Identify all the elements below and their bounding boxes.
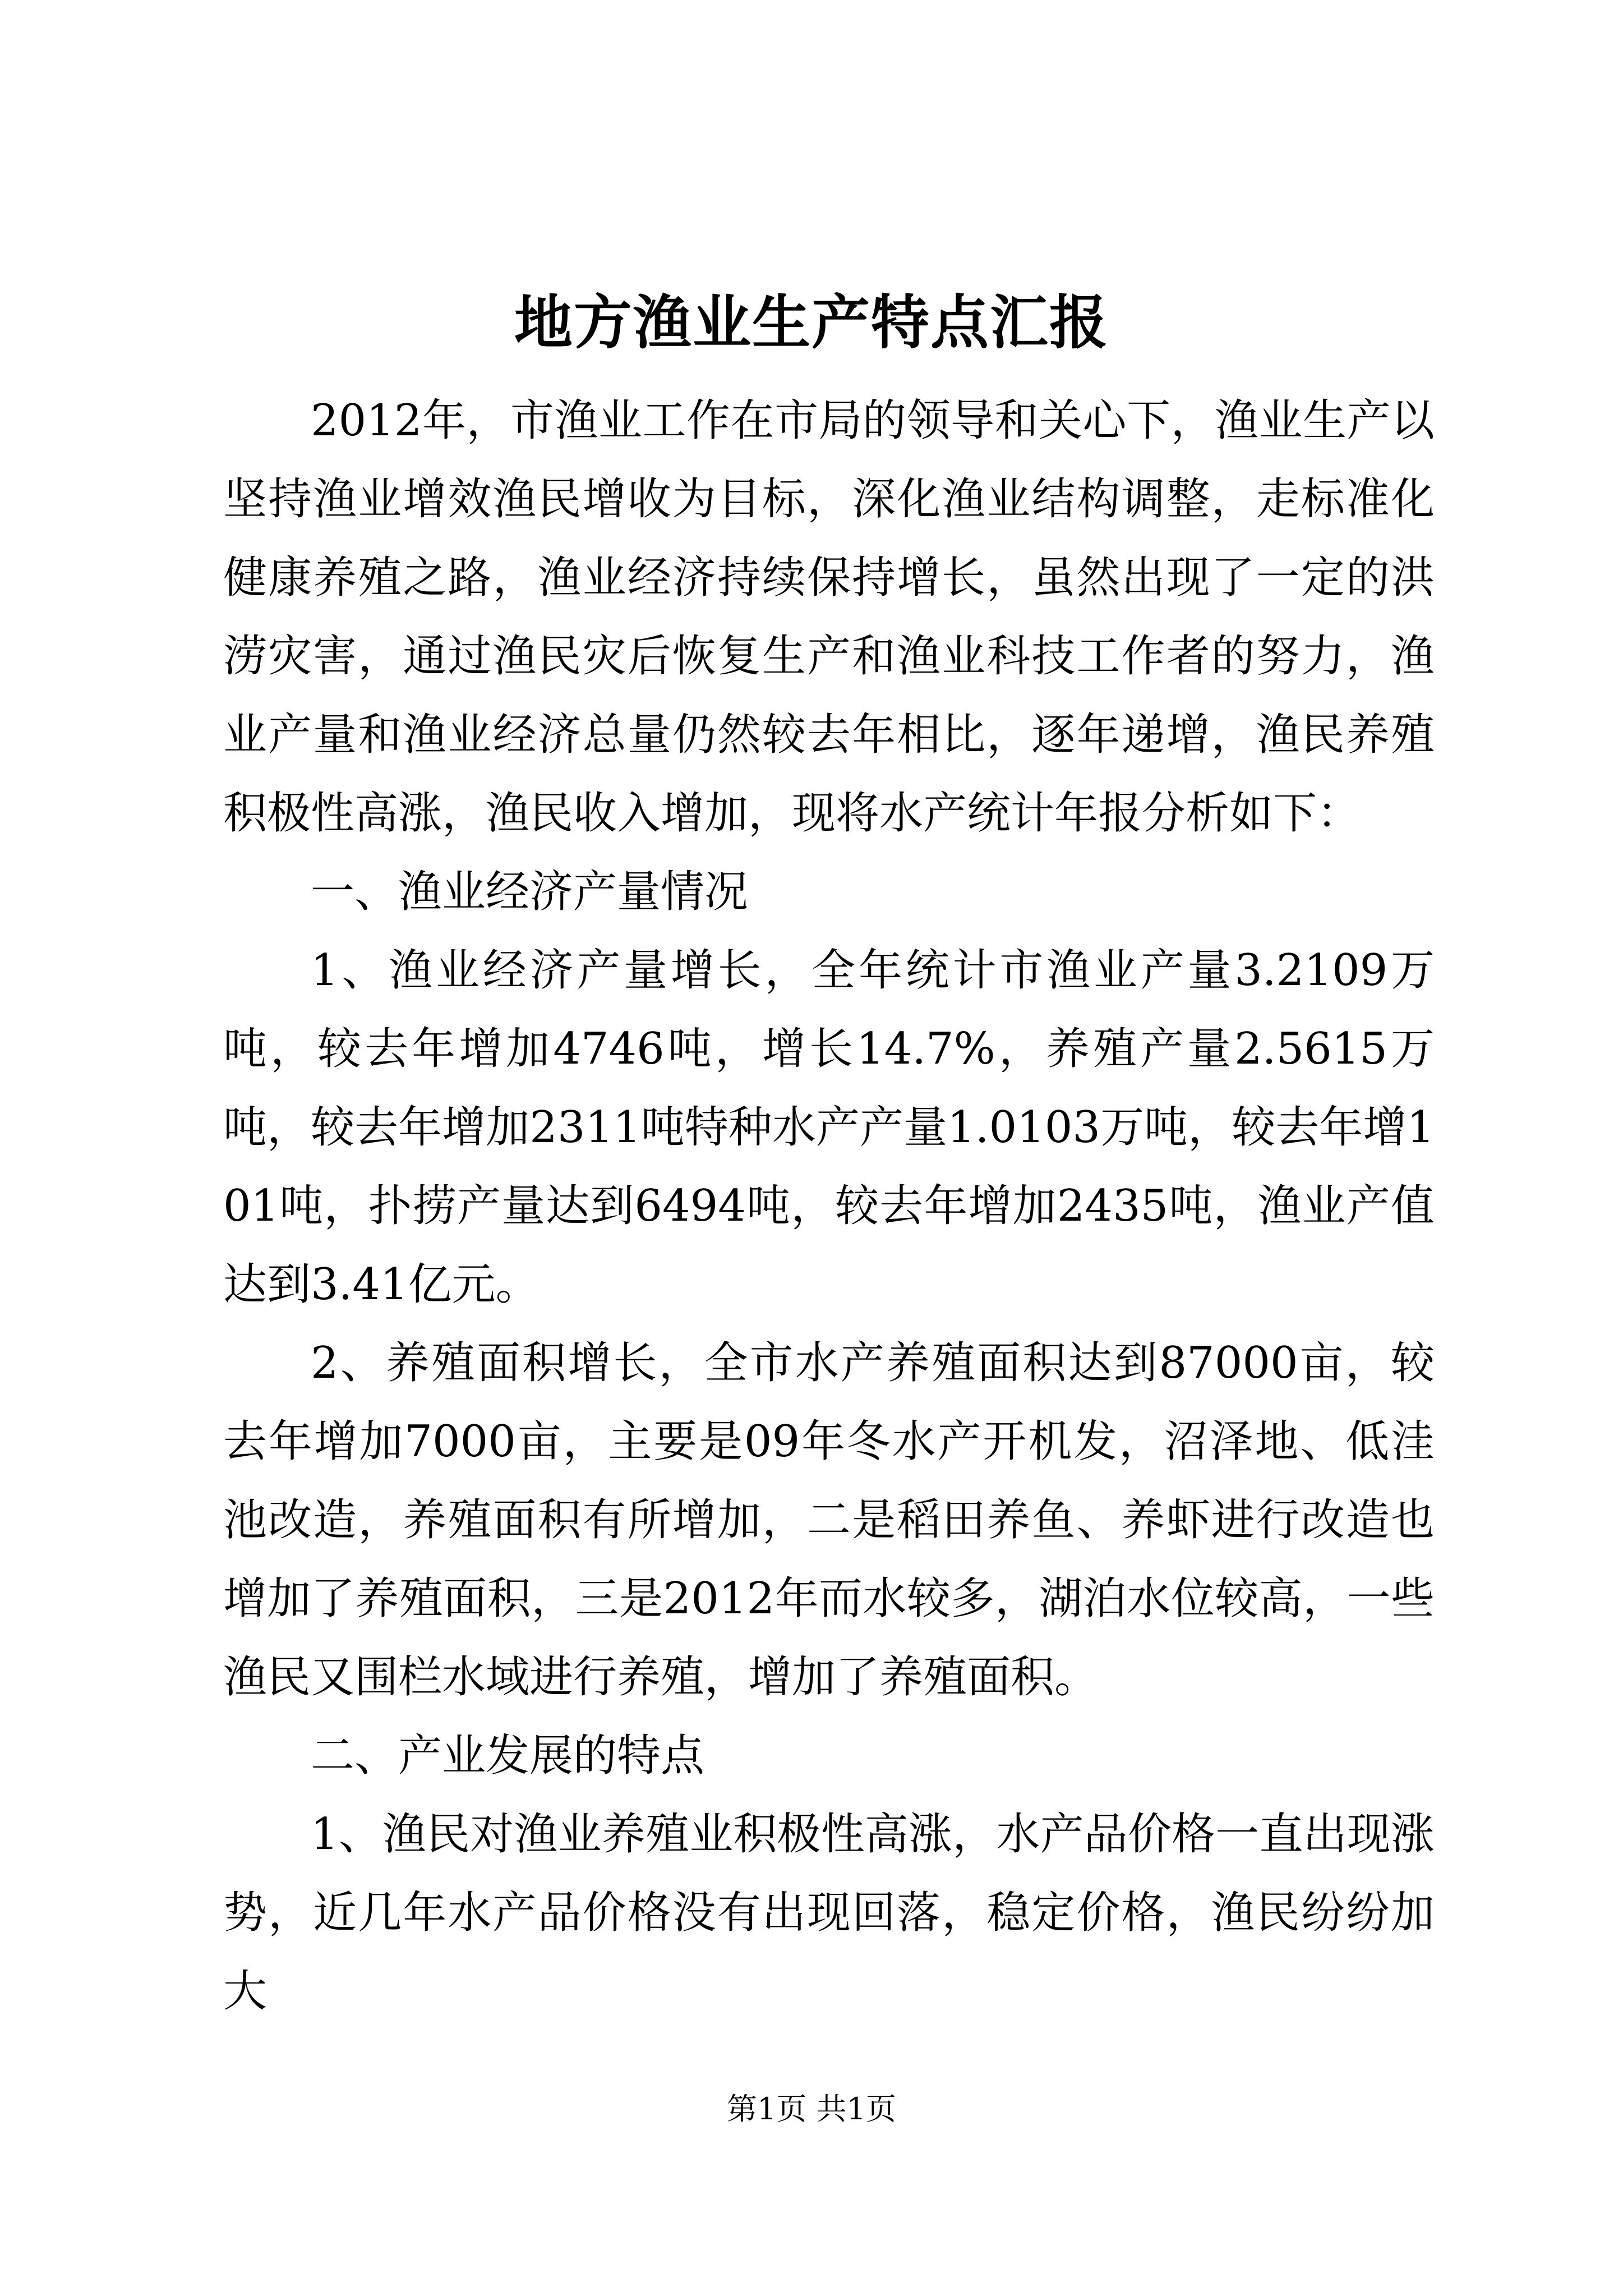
paragraph-area: 2、养殖面积增长，全市水产养殖面积达到87000亩，较去年增加7000亩，主要是09年冬水产开机发，沼泽地、低洼池改造，养殖面积有所增加，二是稻田养鱼、养虾进行改造也增加了养殖面积，三是2012年而水较多，湖泊水位较高，一些渔民又围栏水域进行养殖，增加了养殖面积。 <box>223 1338 1435 1703</box>
paragraph-features: 1、渔民对渔业养殖业积极性高涨，水产品价格一直出现涨势，近几年水产品价格没有出现回落，稳定价格，渔民纷纷加大 <box>223 1809 1435 2017</box>
document-body <box>223 381 1435 2031</box>
section-heading-2: 二、产业发展的特点 <box>311 1731 705 1781</box>
section-heading-1: 一、渔业经济产量情况 <box>311 867 749 917</box>
paragraph-intro: 2012年，市渔业工作在市局的领导和关心下，渔业生产以坚持渔业增效渔民增收为目标，深化渔业结构调整，走标准化健康养殖之路，渔业经济持续保持增长，虽然出现了一定的洪涝灾害，通过渔民灾后恢复生产和渔业科技工作者的努力，渔业产量和渔业经济总量仍然较去年相比，逐年递增，渔民养殖积极性高涨，渔民收入增加，现将水产统计年报分析如下： <box>223 395 1435 839</box>
document-title: 地方渔业生产特点汇报 <box>514 288 1109 357</box>
paragraph-output: 1、渔业经济产量增长，全年统计市渔业产量3.2109万吨，较去年增加4746吨，增长14.7%，养殖产量2.5615万吨，较去年增加2311吨特种水产产量1.0103万吨，较去年增101吨，扑捞产量达到6494吨，较去年增加2435吨，渔业产值达到3.41亿元。 <box>223 945 1435 1310</box>
page-footer: 第1页 共1页 <box>727 2091 896 2127</box>
